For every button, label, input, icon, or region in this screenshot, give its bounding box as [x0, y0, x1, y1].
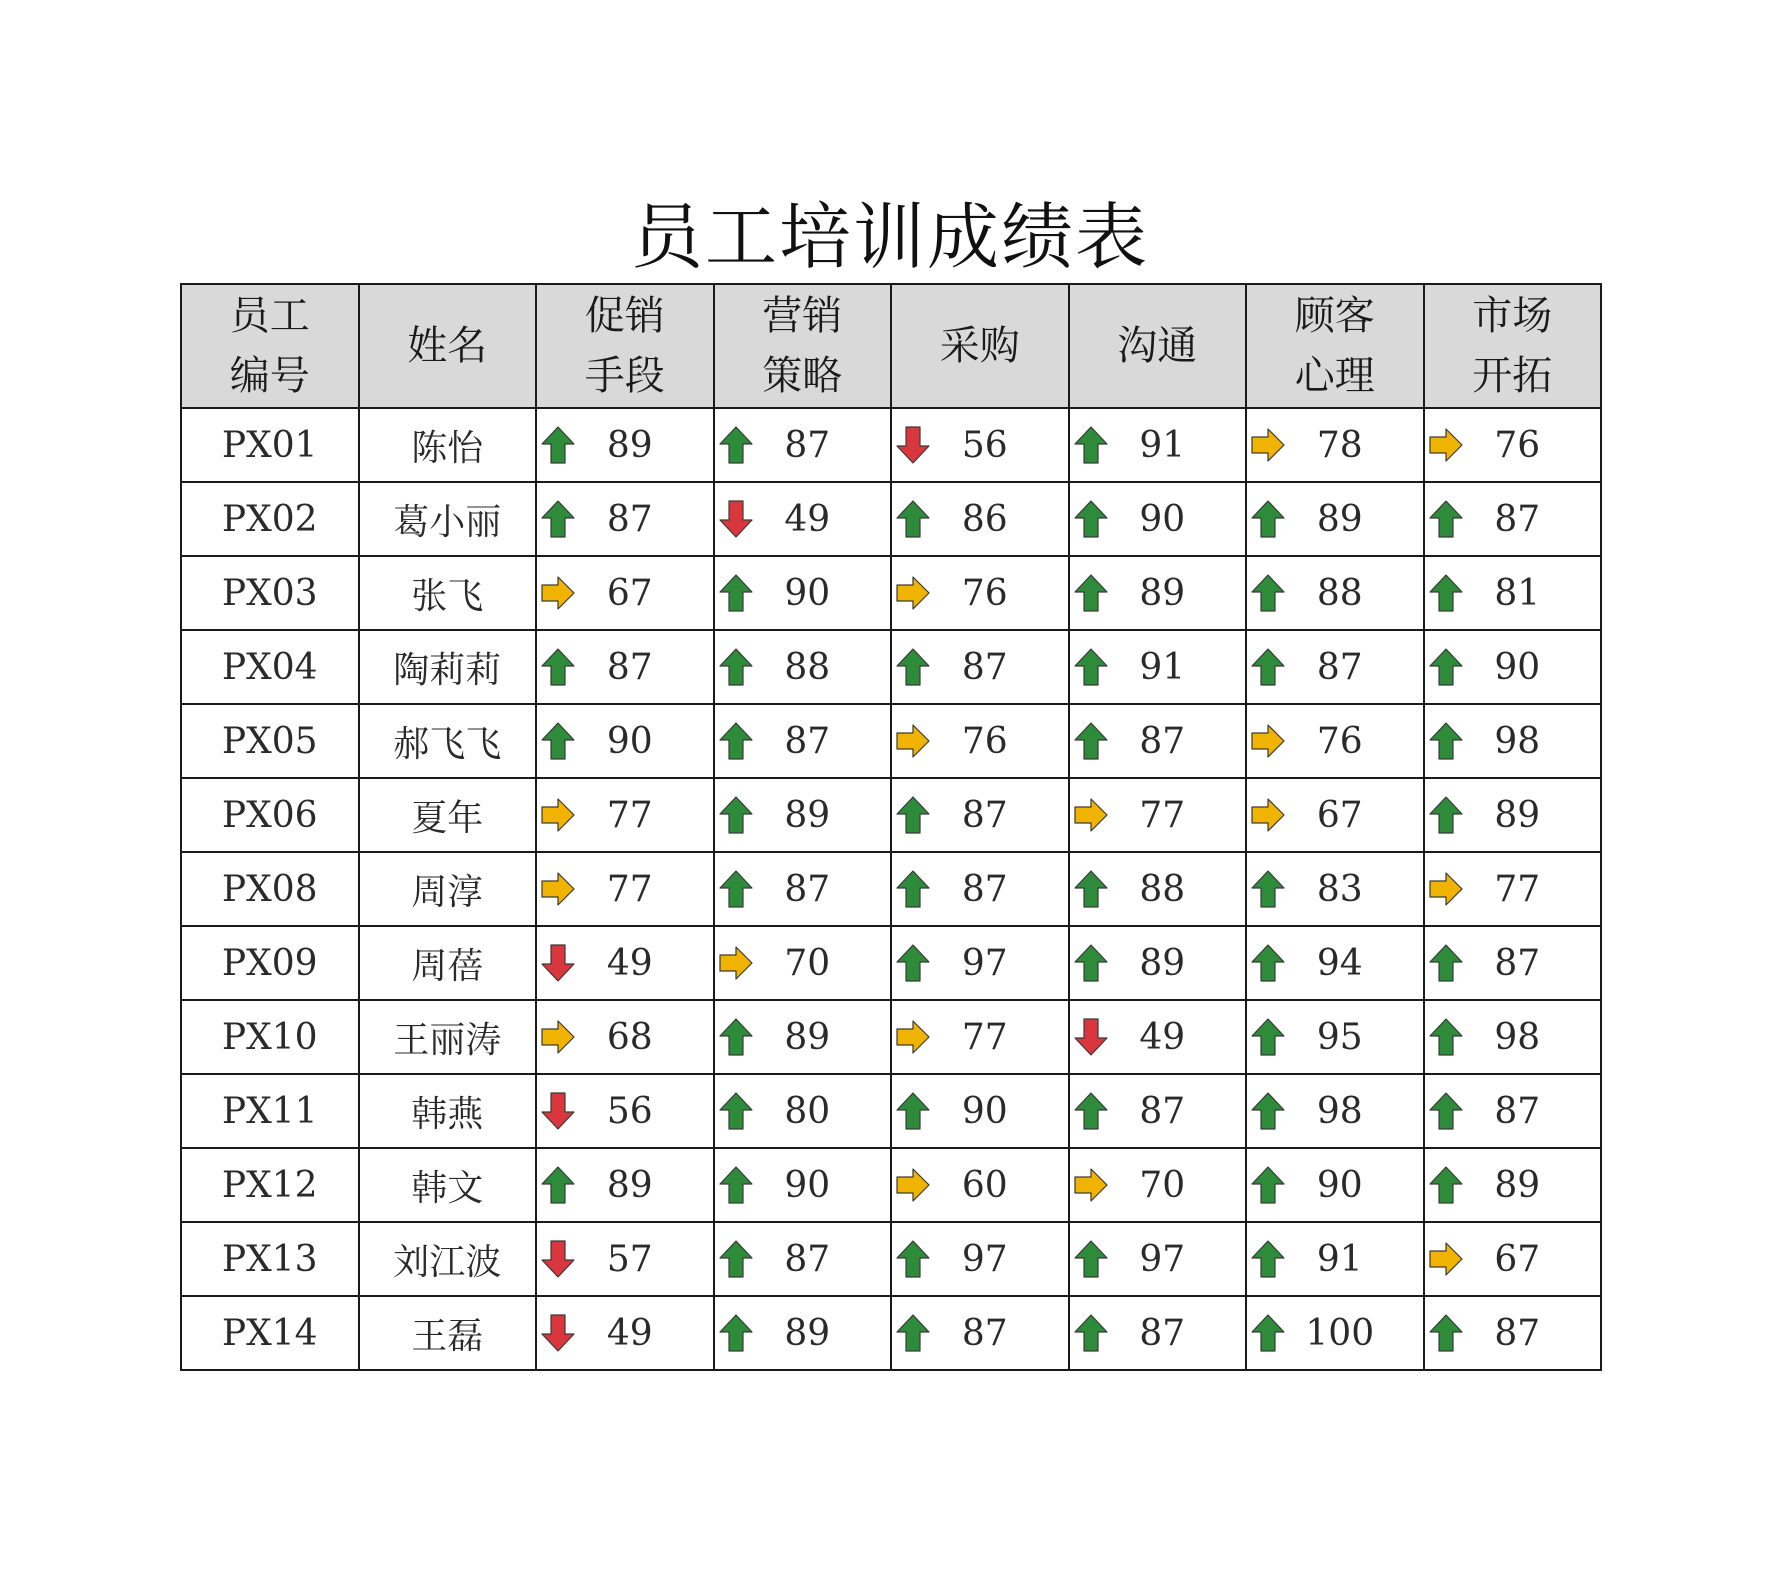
arrow-right-icon [894, 720, 932, 762]
score-value: 90 [784, 1164, 831, 1206]
employee-name-cell: 陶莉莉 [359, 630, 537, 704]
score-cell [1246, 1296, 1424, 1370]
score-value: 49 [606, 942, 653, 984]
column-header-label: 顾客 [1294, 293, 1375, 339]
score-cell [1069, 482, 1247, 556]
score-cell [1069, 852, 1247, 926]
arrow-up-icon [717, 646, 755, 688]
score-cell [536, 1148, 714, 1222]
score-value: 87 [1139, 1090, 1186, 1132]
score-value: 87 [606, 498, 653, 540]
arrow-up-icon [1249, 1238, 1287, 1280]
score-table [180, 283, 1602, 1371]
arrow-right-icon [1249, 720, 1287, 762]
arrow-right-icon [1427, 868, 1465, 910]
score-value: 98 [1494, 720, 1541, 762]
score-value: 91 [1139, 424, 1186, 466]
score-cell [536, 926, 714, 1000]
score-cell [1069, 704, 1247, 778]
score-value: 90 [606, 720, 653, 762]
arrow-down-icon [539, 942, 577, 984]
score-value: 70 [1139, 1164, 1186, 1206]
score-value: 89 [784, 1312, 831, 1354]
score-cell [1424, 926, 1602, 1000]
score-value: 76 [961, 572, 1008, 614]
employee-name-cell: 韩燕 [359, 1074, 537, 1148]
arrow-right-icon [539, 1016, 577, 1058]
score-cell [714, 1074, 892, 1148]
arrow-up-icon [717, 1016, 755, 1058]
score-cell [1246, 704, 1424, 778]
score-cell [1424, 482, 1602, 556]
arrow-up-icon [1427, 1090, 1465, 1132]
score-cell [536, 778, 714, 852]
table-row [181, 778, 1601, 852]
score-cell [1246, 1074, 1424, 1148]
score-value: 89 [1139, 942, 1186, 984]
arrow-up-icon [539, 424, 577, 466]
score-cell [1246, 556, 1424, 630]
score-value: 89 [1316, 498, 1363, 540]
score-value: 80 [784, 1090, 831, 1132]
score-value: 67 [1316, 794, 1363, 836]
arrow-right-icon [1249, 424, 1287, 466]
score-value: 68 [606, 1016, 653, 1058]
score-cell [714, 556, 892, 630]
employee-id-cell: PX14 [181, 1296, 359, 1370]
page-title: 员工培训成绩表 [630, 195, 1149, 279]
score-value: 87 [784, 720, 831, 762]
arrow-up-icon [717, 1164, 755, 1206]
score-cell [1246, 852, 1424, 926]
arrow-up-icon [894, 498, 932, 540]
score-value: 87 [1494, 498, 1541, 540]
score-cell [714, 1000, 892, 1074]
arrow-down-icon [539, 1238, 577, 1280]
table-row [181, 1074, 1601, 1148]
score-cell [1246, 482, 1424, 556]
arrow-right-icon [539, 572, 577, 614]
arrow-right-icon [1072, 794, 1110, 836]
score-cell [891, 630, 1069, 704]
score-value: 89 [784, 1016, 831, 1058]
column-header-label: 沟通 [1117, 323, 1198, 369]
employee-id-cell: PX08 [181, 852, 359, 926]
arrow-up-icon [717, 1312, 755, 1354]
score-value: 77 [606, 794, 653, 836]
arrow-up-icon [1249, 1090, 1287, 1132]
table-row [181, 1222, 1601, 1296]
score-value: 86 [961, 498, 1008, 540]
score-cell [891, 408, 1069, 482]
score-cell [1424, 630, 1602, 704]
arrow-up-icon [1249, 868, 1287, 910]
employee-id-cell: PX01 [181, 408, 359, 482]
score-value: 87 [961, 646, 1008, 688]
score-cell [891, 852, 1069, 926]
arrow-up-icon [539, 646, 577, 688]
score-value: 49 [1139, 1016, 1186, 1058]
score-cell [1246, 778, 1424, 852]
arrow-right-icon [539, 794, 577, 836]
arrow-right-icon [894, 1164, 932, 1206]
score-value: 57 [606, 1238, 653, 1280]
table-row [181, 482, 1601, 556]
score-value: 88 [784, 646, 831, 688]
score-cell [536, 1000, 714, 1074]
score-cell [1424, 852, 1602, 926]
score-value: 90 [1494, 646, 1541, 688]
score-cell [1424, 704, 1602, 778]
score-cell [1069, 1222, 1247, 1296]
column-header-label: 手段 [584, 353, 665, 399]
arrow-up-icon [1427, 794, 1465, 836]
score-value: 77 [1139, 794, 1186, 836]
arrow-up-icon [894, 794, 932, 836]
score-cell [1246, 630, 1424, 704]
column-header-label: 员工 [229, 293, 310, 339]
score-value: 56 [606, 1090, 653, 1132]
score-value: 90 [961, 1090, 1008, 1132]
score-cell [1069, 1074, 1247, 1148]
score-cell [1069, 630, 1247, 704]
score-cell [536, 704, 714, 778]
employee-name-cell: 王磊 [359, 1296, 537, 1370]
arrow-up-icon [1427, 720, 1465, 762]
arrow-up-icon [1072, 942, 1110, 984]
score-value: 87 [784, 424, 831, 466]
score-value: 60 [961, 1164, 1008, 1206]
employee-id-cell: PX11 [181, 1074, 359, 1148]
column-header-label: 采购 [939, 323, 1020, 369]
employee-id-cell: PX04 [181, 630, 359, 704]
employee-name-cell: 陈怡 [359, 408, 537, 482]
arrow-up-icon [1249, 646, 1287, 688]
score-cell [1246, 1222, 1424, 1296]
arrow-right-icon [539, 868, 577, 910]
arrow-up-icon [1072, 1312, 1110, 1354]
arrow-up-icon [717, 424, 755, 466]
arrow-down-icon [1072, 1016, 1110, 1058]
score-cell [536, 482, 714, 556]
score-cell [1424, 1074, 1602, 1148]
score-cell [1424, 1148, 1602, 1222]
score-cell [891, 1296, 1069, 1370]
score-cell [536, 556, 714, 630]
employee-name-cell: 夏年 [359, 778, 537, 852]
score-value: 98 [1494, 1016, 1541, 1058]
score-cell [536, 852, 714, 926]
score-value: 88 [1316, 572, 1363, 614]
arrow-up-icon [894, 1312, 932, 1354]
employee-id-cell: PX10 [181, 1000, 359, 1074]
score-cell [536, 1222, 714, 1296]
arrow-up-icon [1427, 498, 1465, 540]
arrow-up-icon [1249, 572, 1287, 614]
score-cell [1069, 556, 1247, 630]
score-value: 90 [784, 572, 831, 614]
arrow-up-icon [894, 1238, 932, 1280]
arrow-down-icon [539, 1312, 577, 1354]
score-cell [891, 1148, 1069, 1222]
score-value: 81 [1494, 572, 1541, 614]
employee-name-cell: 韩文 [359, 1148, 537, 1222]
score-value: 89 [1139, 572, 1186, 614]
arrow-up-icon [1072, 720, 1110, 762]
table-row [181, 408, 1601, 482]
arrow-up-icon [1072, 498, 1110, 540]
score-cell [1069, 778, 1247, 852]
column-header [891, 284, 1069, 408]
score-cell [1424, 556, 1602, 630]
score-value: 87 [784, 1238, 831, 1280]
score-value: 76 [1316, 720, 1363, 762]
arrow-up-icon [717, 868, 755, 910]
column-header-label: 编号 [229, 353, 310, 399]
arrow-up-icon [1072, 572, 1110, 614]
column-header-label: 姓名 [407, 323, 488, 369]
arrow-up-icon [1072, 868, 1110, 910]
column-header-label: 营销 [762, 293, 843, 339]
employee-id-cell: PX02 [181, 482, 359, 556]
score-cell [714, 1296, 892, 1370]
score-value: 49 [606, 1312, 653, 1354]
score-cell [1424, 1296, 1602, 1370]
arrow-up-icon [717, 572, 755, 614]
score-cell [714, 630, 892, 704]
arrow-up-icon [1249, 1164, 1287, 1206]
score-cell [1069, 1148, 1247, 1222]
score-value: 77 [606, 868, 653, 910]
score-value: 98 [1316, 1090, 1363, 1132]
score-value: 89 [1494, 1164, 1541, 1206]
score-value: 83 [1316, 868, 1363, 910]
score-cell [714, 482, 892, 556]
score-cell [891, 482, 1069, 556]
score-cell [536, 1296, 714, 1370]
score-value: 95 [1316, 1016, 1363, 1058]
score-value: 97 [961, 942, 1008, 984]
score-cell [714, 852, 892, 926]
column-header [359, 284, 537, 408]
score-value: 78 [1316, 424, 1363, 466]
score-value: 67 [606, 572, 653, 614]
column-header-label: 心理 [1294, 353, 1375, 399]
arrow-right-icon [1249, 794, 1287, 836]
score-value: 87 [1494, 1090, 1541, 1132]
arrow-up-icon [1427, 942, 1465, 984]
arrow-right-icon [1427, 424, 1465, 466]
employee-id-cell: PX03 [181, 556, 359, 630]
arrow-up-icon [717, 1090, 755, 1132]
score-cell [891, 1074, 1069, 1148]
score-value: 70 [784, 942, 831, 984]
score-value: 87 [784, 868, 831, 910]
score-cell [536, 408, 714, 482]
table-row [181, 1148, 1601, 1222]
score-value: 97 [961, 1238, 1008, 1280]
arrow-down-icon [539, 1090, 577, 1132]
employee-id-cell: PX09 [181, 926, 359, 1000]
arrow-up-icon [1072, 646, 1110, 688]
employee-name-cell: 郝飞飞 [359, 704, 537, 778]
score-value: 76 [961, 720, 1008, 762]
column-header [714, 284, 892, 408]
column-header-label: 促销 [584, 293, 665, 339]
arrow-up-icon [1072, 1238, 1110, 1280]
arrow-up-icon [717, 720, 755, 762]
table-header [181, 284, 1601, 408]
score-value: 87 [1494, 942, 1541, 984]
score-cell [1424, 1222, 1602, 1296]
score-cell [891, 926, 1069, 1000]
employee-name-cell: 周蓓 [359, 926, 537, 1000]
arrow-right-icon [1427, 1238, 1465, 1280]
arrow-up-icon [539, 720, 577, 762]
employee-name-cell: 周淳 [359, 852, 537, 926]
score-value: 87 [1316, 646, 1363, 688]
score-value: 87 [606, 646, 653, 688]
score-value: 87 [1494, 1312, 1541, 1354]
arrow-up-icon [1249, 942, 1287, 984]
score-cell [1069, 1000, 1247, 1074]
score-cell [714, 704, 892, 778]
table-row [181, 630, 1601, 704]
arrow-up-icon [1249, 498, 1287, 540]
score-value: 100 [1305, 1312, 1375, 1354]
score-cell [1246, 1000, 1424, 1074]
score-cell [536, 1074, 714, 1148]
score-value: 77 [1494, 868, 1541, 910]
score-value: 67 [1494, 1238, 1541, 1280]
score-value: 76 [1494, 424, 1541, 466]
score-value: 87 [1139, 720, 1186, 762]
score-value: 90 [1316, 1164, 1363, 1206]
arrow-up-icon [1427, 646, 1465, 688]
column-header-label: 市场 [1472, 293, 1553, 339]
arrow-up-icon [539, 1164, 577, 1206]
score-value: 97 [1139, 1238, 1186, 1280]
arrow-right-icon [717, 942, 755, 984]
employee-id-cell: PX05 [181, 704, 359, 778]
column-header-label: 策略 [762, 353, 843, 399]
score-value: 77 [961, 1016, 1008, 1058]
score-value: 87 [961, 794, 1008, 836]
column-header [1069, 284, 1247, 408]
score-cell [714, 1222, 892, 1296]
table-row [181, 704, 1601, 778]
score-cell [1424, 1000, 1602, 1074]
score-value: 89 [606, 424, 653, 466]
table-row [181, 852, 1601, 926]
score-value: 88 [1139, 868, 1186, 910]
arrow-up-icon [1427, 572, 1465, 614]
employee-id-cell: PX12 [181, 1148, 359, 1222]
employee-id-cell: PX13 [181, 1222, 359, 1296]
score-value: 87 [961, 868, 1008, 910]
score-cell [891, 1000, 1069, 1074]
arrow-up-icon [1427, 1164, 1465, 1206]
column-header [536, 284, 714, 408]
arrow-up-icon [717, 794, 755, 836]
arrow-up-icon [1072, 1090, 1110, 1132]
score-value: 94 [1316, 942, 1363, 984]
score-cell [714, 926, 892, 1000]
arrow-up-icon [894, 1090, 932, 1132]
arrow-up-icon [894, 942, 932, 984]
arrow-up-icon [717, 1238, 755, 1280]
employee-name-cell: 王丽涛 [359, 1000, 537, 1074]
arrow-right-icon [894, 1016, 932, 1058]
score-cell [1069, 408, 1247, 482]
score-cell [1424, 408, 1602, 482]
score-value: 87 [961, 1312, 1008, 1354]
score-value: 91 [1316, 1238, 1363, 1280]
table-row [181, 926, 1601, 1000]
score-cell [1246, 1148, 1424, 1222]
score-cell [891, 556, 1069, 630]
arrow-up-icon [1427, 1312, 1465, 1354]
score-cell [1424, 778, 1602, 852]
header-row [181, 284, 1601, 408]
score-cell [891, 778, 1069, 852]
score-value: 91 [1139, 646, 1186, 688]
arrow-up-icon [1072, 424, 1110, 466]
score-value: 87 [1139, 1312, 1186, 1354]
score-value: 90 [1139, 498, 1186, 540]
arrow-up-icon [894, 868, 932, 910]
score-cell [1246, 408, 1424, 482]
score-cell [714, 778, 892, 852]
score-value: 89 [784, 794, 831, 836]
column-header-label: 开拓 [1472, 353, 1553, 399]
arrow-up-icon [1249, 1016, 1287, 1058]
employee-name-cell: 刘江波 [359, 1222, 537, 1296]
score-value: 56 [961, 424, 1008, 466]
column-header [1246, 284, 1424, 408]
score-cell [714, 1148, 892, 1222]
score-cell [714, 408, 892, 482]
table-row [181, 556, 1601, 630]
table-row [181, 1296, 1601, 1370]
arrow-up-icon [1427, 1016, 1465, 1058]
arrow-up-icon [539, 498, 577, 540]
table-row [181, 1000, 1601, 1074]
column-header [181, 284, 359, 408]
table-body [181, 408, 1601, 1370]
arrow-down-icon [894, 424, 932, 466]
arrow-up-icon [894, 646, 932, 688]
employee-id-cell: PX06 [181, 778, 359, 852]
arrow-down-icon [717, 498, 755, 540]
column-header [1424, 284, 1602, 408]
employee-name-cell: 葛小丽 [359, 482, 537, 556]
score-cell [536, 630, 714, 704]
score-value: 89 [1494, 794, 1541, 836]
score-cell [891, 704, 1069, 778]
score-cell [1069, 926, 1247, 1000]
employee-name-cell: 张飞 [359, 556, 537, 630]
score-cell [1069, 1296, 1247, 1370]
arrow-up-icon [1249, 1312, 1287, 1354]
score-value: 49 [784, 498, 831, 540]
score-cell [891, 1222, 1069, 1296]
arrow-right-icon [1072, 1164, 1110, 1206]
score-cell [1246, 926, 1424, 1000]
score-value: 89 [606, 1164, 653, 1206]
arrow-right-icon [894, 572, 932, 614]
